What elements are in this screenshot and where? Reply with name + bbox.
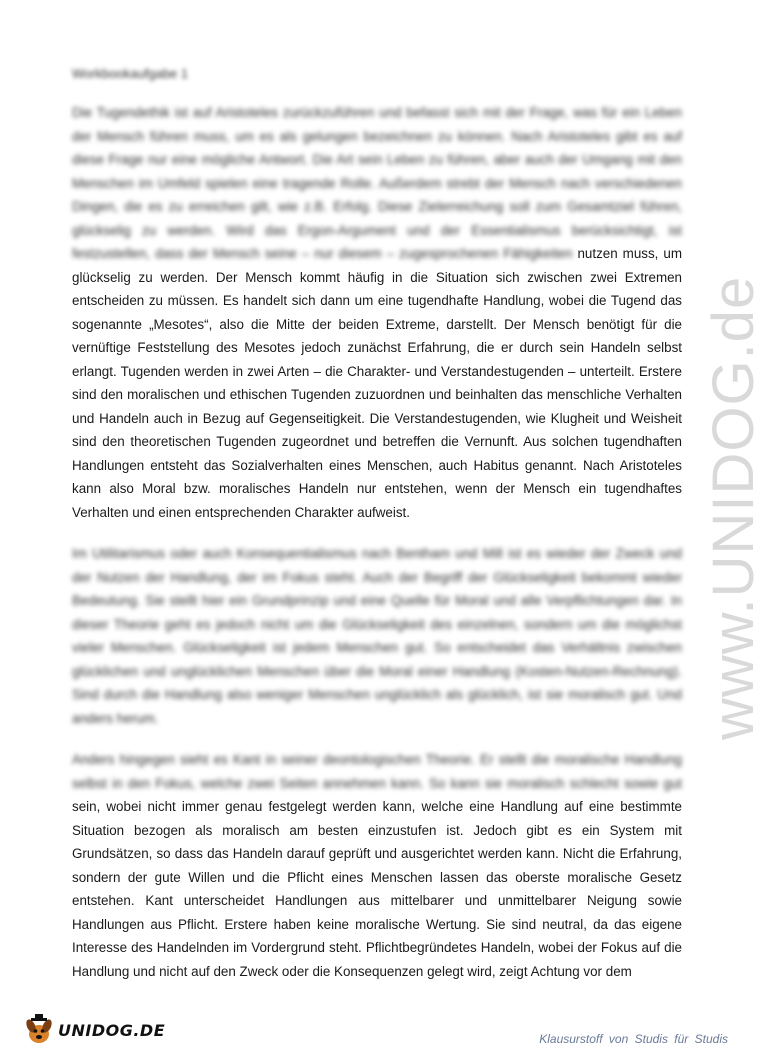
paragraph-2: Im Utilitarismus oder auch Konsequentialismus nach Bentham und Mill ist es wieder der Zweck und der Nutzen der Handlung, der im Fokus steht. Auch der Begriff der Glückseligkeit bekommt wieder Bedeutung. Sie stellt hier ein Grundprinzip und eine Quelle für Moral und alle Verpflichtungen dar. In dieser Theorie geht es jedoch nicht um die Glückseligkeit des einzelnen, sondern um die möglichst vieler Menschen. Glückseligkeit ist jedem Menschen gut. So entscheidet das Verhältnis zwischen glücklichen und unglücklichen Menschen über die Moral einer Handlung (Kosten-Nutzen-Rechnung). Sind durch die Handlung also weniger Menschen unglücklich als glücklich, ist sie moralisch gut. Und anders herum. [72, 546, 682, 726]
paragraph-1-clear: nutzen muss, um glückselig zu werden. Der Mensch kommt häufig in die Situation sich zwischen zwei Extremen entscheiden zu müssen. Es handelt sich dann um eine tugendhafte Handlung, wobei die Tugend das sogenannte „Mesotes“, also die Mitte der beiden Extreme, darstellt. Der Mensch benötigt für die vernüftige Feststellung des Mesotes jedoch zunächst Erfahrung, die er durch sein Handeln selbst erlangt. Tugenden werden in zwei Arten – die Charakter- und Verstandestugenden – unterteilt. Erstere sind den moralischen und ethischen Tugenden zuzuordnen und beinhalten das menschliche Verhalten und Handeln auch in Bezug auf Gegenseitigkeit. Die Verstandestugenden, wie Klugheit und Weisheit sind den theoretischen Tugenden zugeordnet und betreffen die Vernunft. Aus solchen tugendhaften Handlungen entsteht das Sozialverhalten eines Menschen, auch Habitus genannt. Nach Aristoteles kann also Moral bzw. moralisches Handeln nur entstehen, wenn der Mensch ein tugendhaftes Verhalten und einen entsprechenden Charakter aufweist. [72, 246, 682, 520]
section-title: Workbookaufgabe 1 [72, 66, 189, 81]
document-content [72, 66, 682, 983]
paragraph-1-blurred: Die Tugendethik ist auf Aristoteles zurückzuführen und befasst sich mit der Frage, was für ein Leben der Mensch führen muss, um es als gelungen bezeichnen zu können. Nach Aristoteles gibt es auf diese Frage nur eine mögliche Antwort. Die Art sein Leben zu führen, aber auch der Umgang mit den Menschen im Umfeld spielen eine tragende Rolle. Außerdem strebt der Mensch nach verschiedenen Dingen, die es zu erreichen gilt, wie z.B. Erfolg. Diese Zielerreichung soll zum Gesamtziel führen, glückselig zu werden. Wird das Ergon-Argument und der Essentialismus berücksichtigt, ist festzustellen, dass der Mensch seine – nur diesem – zugesprochenen Fähigkeiten [72, 105, 682, 261]
paragraph-3 [72, 748, 682, 983]
logo-text: UNIDOG.DE [58, 1020, 166, 1040]
watermark: www.UNIDOG.de [701, 275, 766, 740]
paragraph-1 [72, 101, 682, 524]
dog-icon [22, 1013, 56, 1047]
paragraph-3-clear: sein, wobei nicht immer genau festgelegt werden kann, welche eine Handlung auf eine bestimmte Situation bezogen als moralisch am besten einzustufen ist. Jedoch gibt es ein System mit Grundsätzen, so dass das Handeln darauf geprüft und ausgerichtet werden kann. Nicht die Erfahrung, sondern der gute Willen und die Pflicht eines Menschen lassen das oberste moralische Gesetz entstehen. Kant unterscheidet Handlungen aus mittelbarer und unmittelbarer Neigung sowie Handlungen aus Pflicht. Erstere haben keine moralische Wertung. Sie sind neutral, da das eigene Interesse des Handelnden im Vordergrund steht. Pflichtbegründetes Handeln, wobei der Fokus auf die Handlung und nicht auf den Zweck oder die Konsequenzen gelegt wird, zeigt Achtung vor dem [72, 799, 682, 979]
footer-tagline: Klausurstoff von Studis für Studis [539, 1032, 728, 1046]
paragraph-3-blurred: Anders hingegen sieht es Kant in seiner deontologischen Theorie. Er stellt die moralische Handlung selbst in den Fokus, welche zwei Seiten annehmen kann. So kann sie moralisch schlecht sowie gut [72, 752, 682, 791]
unidog-logo [22, 1012, 166, 1048]
